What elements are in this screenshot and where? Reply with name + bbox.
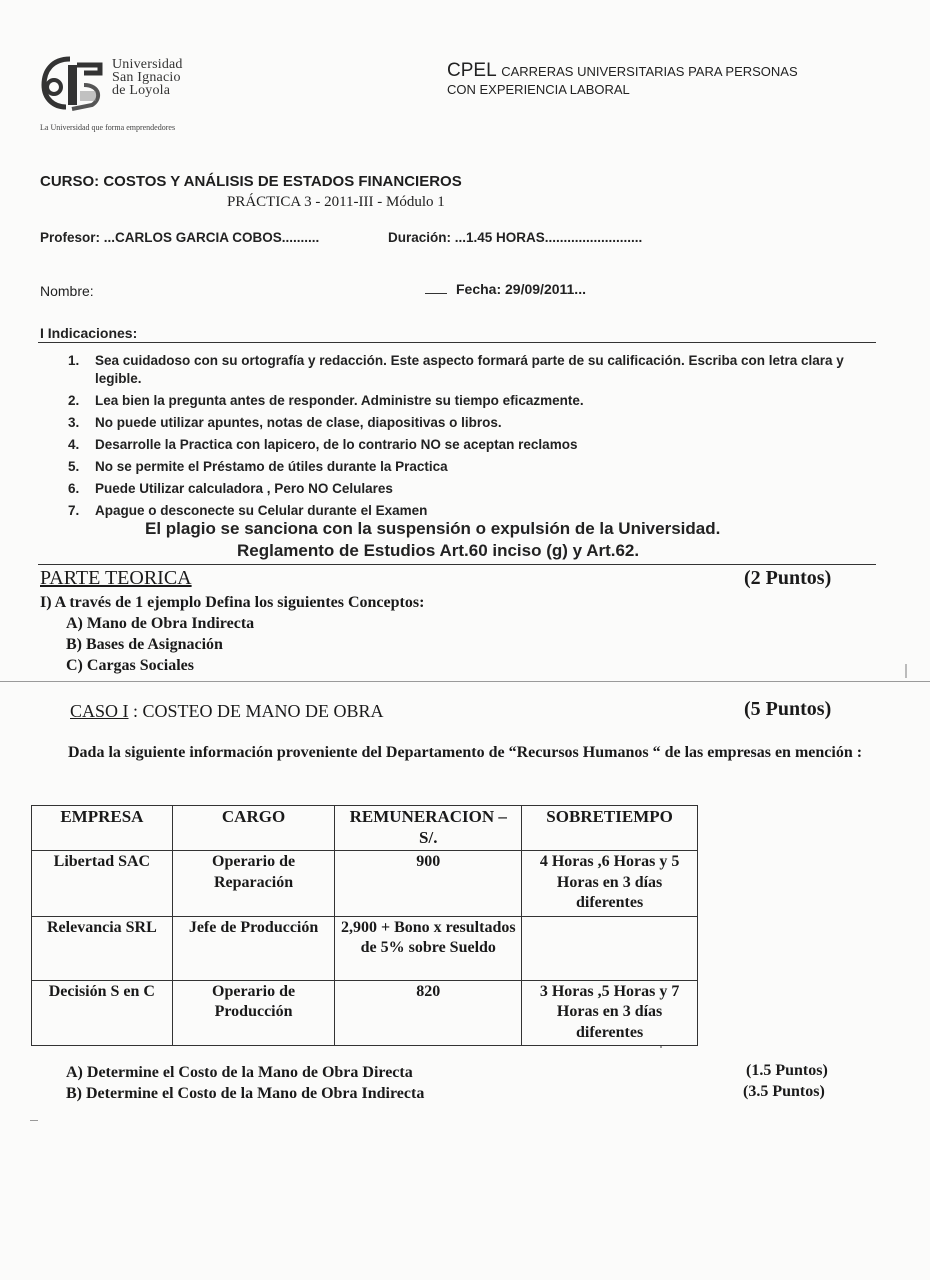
table-cell: 900	[335, 851, 522, 917]
case-question-b: B) Determine el Costo de la Mano de Obra Indirecta	[66, 1085, 425, 1102]
table-row	[32, 916, 698, 980]
table-cell: Relevancia SRL	[32, 916, 173, 980]
fold-line	[0, 681, 930, 682]
case-question-b-points: (3.5 Puntos)	[743, 1083, 825, 1100]
indications-heading: I Indicaciones:	[40, 325, 138, 341]
divider	[38, 564, 876, 565]
table-row	[32, 851, 698, 917]
labor-data-table	[31, 805, 698, 1046]
list-item: 5. No se permite el Préstamo de útiles durante la Practica	[68, 458, 448, 474]
case-title	[70, 701, 384, 722]
list-item: 7. Apague o desconecte su Celular durante el Examen	[68, 502, 428, 518]
university-name-line3: de Loyola	[112, 83, 171, 98]
scan-speck	[905, 664, 907, 678]
practice-title: PRÁCTICA 3 - 2011-III - Módulo 1	[227, 194, 445, 210]
case-title-text: : COSTEO DE MANO DE OBRA	[128, 701, 384, 721]
scan-speck	[30, 1120, 38, 1121]
case-question-a: A) Determine el Costo de la Mano de Obra Directa	[66, 1064, 413, 1081]
theory-option-a: A) Mano de Obra Indirecta	[66, 615, 255, 632]
date-line: Fecha: 29/09/2011...	[456, 281, 586, 297]
list-item: 1. Sea cuidadoso con su ortografía y redacción. Este aspecto formará parte de su calificación. Escriba con letra clara y legible.	[68, 353, 844, 386]
column-header: EMPRESA	[32, 806, 173, 851]
university-tagline: La Universidad que forma emprendedores	[40, 123, 176, 132]
cpel-acronym: CPEL	[447, 60, 496, 81]
list-item: 3. No puede utilizar apuntes, notas de clase, diapositivas o libros.	[68, 414, 502, 430]
table-cell	[522, 916, 698, 980]
scan-speck	[660, 1046, 662, 1048]
list-item: 4. Desarrolle la Practica con lapicero, de lo contrario NO se aceptan reclamos	[68, 436, 578, 452]
theory-section-title: PARTE TEORICA	[40, 567, 192, 589]
theory-question: I) A través de 1 ejemplo Defina los siguientes Conceptos:	[40, 594, 425, 611]
duration-line: Duración: ...1.45 HORAS..........................	[388, 230, 643, 245]
table-row	[32, 980, 698, 1046]
table-cell: Operario de Producción	[172, 980, 335, 1046]
university-name-line1: Universidad	[112, 57, 183, 72]
case-points: (5 Puntos)	[744, 698, 832, 720]
table-cell: Jefe de Producción	[172, 916, 335, 980]
date-blank-line	[425, 283, 447, 294]
university-logo	[40, 55, 108, 113]
list-item: 6. Puede Utilizar calculadora , Pero NO Celulares	[68, 480, 393, 496]
table-cell: Operario de Reparación	[172, 851, 335, 917]
column-header: REMUNERACION – S/.	[335, 806, 522, 851]
table-cell: Libertad SAC	[32, 851, 173, 917]
case-question-a-points: (1.5 Puntos)	[746, 1062, 828, 1079]
plagiarism-warning: El plagio se sanciona con la suspensión o expulsión de la Universidad.	[145, 519, 721, 538]
theory-option-b: B) Bases de Asignación	[66, 636, 223, 653]
theory-option-c: C) Cargas Sociales	[66, 657, 194, 674]
course-title: CURSO: COSTOS Y ANÁLISIS DE ESTADOS FINANCIEROS	[40, 173, 462, 190]
table-header-row	[32, 806, 698, 851]
table-cell: 2,900 + Bono x resultados de 5% sobre Sueldo	[335, 916, 522, 980]
indications-list	[68, 352, 876, 524]
divider	[38, 342, 876, 343]
name-label: Nombre:	[40, 283, 94, 299]
theory-points: (2 Puntos)	[744, 567, 832, 589]
university-name-line2: San Ignacio	[112, 70, 181, 85]
column-header: CARGO	[172, 806, 335, 851]
list-item: 2. Lea bien la pregunta antes de responder. Administre su tiempo eficazmente.	[68, 392, 584, 408]
cpel-line1: CARRERAS UNIVERSITARIAS PARA PERSONAS	[501, 64, 798, 79]
cpel-header	[447, 60, 798, 82]
professor-line: Profesor: ...CARLOS GARCIA COBOS..........	[40, 230, 320, 245]
table-cell: Decisión S en C	[32, 980, 173, 1046]
column-header: SOBRETIEMPO	[522, 806, 698, 851]
cpel-line2: CON EXPERIENCIA LABORAL	[447, 82, 630, 97]
table-cell: 3 Horas ,5 Horas y 7 Horas en 3 días diferentes	[522, 980, 698, 1046]
regulation-reference: Reglamento de Estudios Art.60 inciso (g) y Art.62.	[237, 541, 640, 560]
case-label: CASO I	[70, 701, 129, 721]
table-cell: 820	[335, 980, 522, 1046]
table-cell: 4 Horas ,6 Horas y 5 Horas en 3 días diferentes	[522, 851, 698, 917]
case-intro: Dada la siguiente información proveniente del Departamento de “Recursos Humanos “ de las empresas en mención :	[68, 744, 863, 761]
